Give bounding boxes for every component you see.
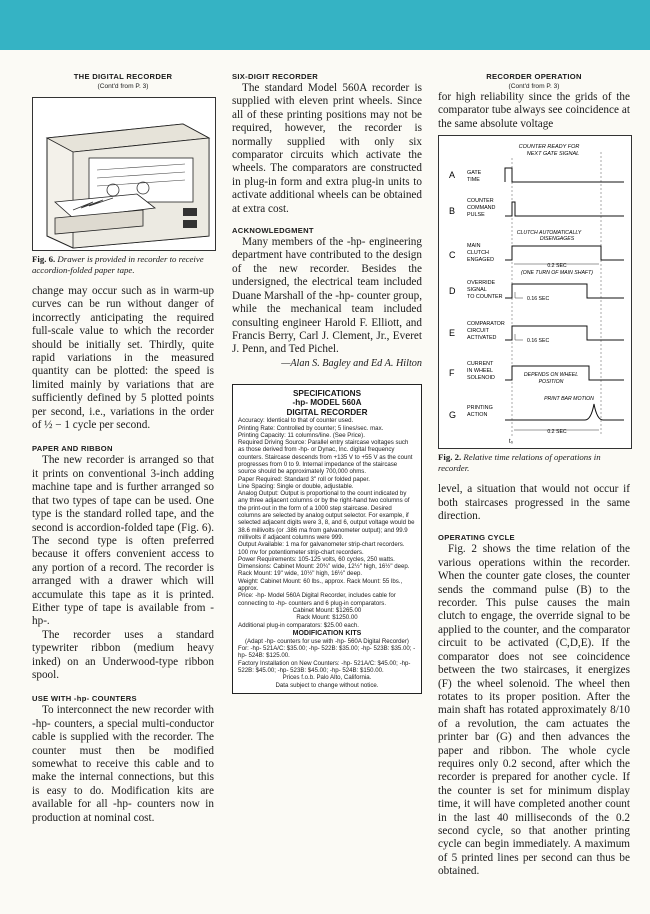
row-g-label-2: ACTION	[467, 412, 488, 419]
spec-line: Weight: Cabinet Mount: 60 lbs., approx. Rack Mount: 55 lbs., approx.	[238, 577, 403, 593]
row-c-label-1: MAIN	[467, 243, 481, 250]
figure-2-caption	[438, 452, 630, 473]
heading-acknowledgment: ACKNOWLEDGMENT	[232, 226, 314, 236]
paragraph-use: To interconnect the new recorder with -hp- counters, a special multi-conductor cable is supplied with the recorder. The counter must then be modified somewhat to receive this cable and to make the internal connections, but this is easy to do. Modification kits are available for all -hp- counters now in production at nominal cost.	[32, 704, 214, 824]
figure-2-timing-diagram	[438, 135, 632, 449]
row-f-label-2: IN WHEEL	[467, 368, 494, 375]
header-color-band	[0, 0, 650, 50]
clutch-note-1: CLUTCH AUTOMATICALLY	[516, 230, 582, 237]
spec-line: Output Available: 1 ma for galvanometer strip-chart recorders. 100 mv for potentiometer strip-chart recorders.	[238, 541, 405, 556]
modification-kits-subtitle: (Adapt -hp- counters for use with -hp- 560A Digital Recorder)	[245, 637, 409, 645]
paragraph-continued: for high reliability since the grids of the comparator tube always see coincidence at the same absolute voltage	[438, 91, 630, 130]
paragraph-paper-2: The recorder uses a standard typewriter ribbon (medium heavy inked) on an Underwood-type ribbon spool.	[32, 628, 214, 681]
figure-6-caption	[32, 254, 214, 275]
spec-line: Printing Rate: Controlled by counter; 5 lines/sec. max.	[238, 424, 384, 432]
spec-line: Line Spacing: Single or double, adjustable.	[238, 482, 354, 490]
row-b-label-2: COMMAND	[467, 205, 496, 212]
row-g-label-1: PRINTING	[467, 405, 493, 412]
paragraph-operating-cycle: Fig. 2 shows the time relation of the various operations within the recorder. When the counter gate closes, the counter sends the command pulse (B) to the recorder. This pulse causes the main clutch to engage, the override signal to be applied to the counter, and the comparator circuit to be activated (C,D,E). If the comparator does not see coincidence between the two staircases, it energizes (F) the wheel solenoid. The wheel then rotates to its proper position. After the main shaft has rotated approximately 8/10 of a revolution, the cam actuates the printer bar (G) and then advances the paper and ribbon. The whole cycle requires only 0.2 second, after which the recorder is prepared for another cycle. If the counter is set for minimum display time, it will have completed another count in the last 40 milliseconds of the 0.2 second cycle, so that another printing cycle can begin immediately. A maximum of 5 printed lines per second can thus be obtained.	[438, 543, 630, 878]
spec-line: Price: -hp- Model 560A Digital Recorder, includes cable for connecting to -hp- counters and 6 plug-in comparators.	[238, 592, 396, 607]
section-title-digital-recorder: THE DIGITAL RECORDER	[73, 72, 173, 81]
figure-6-label: Fig. 6.	[32, 254, 56, 264]
spec-line: Paper Required: Standard 3" roll or folded paper.	[238, 475, 370, 483]
figure-6-text: Drawer is provided in recorder to receive accordion-folded paper tape.	[32, 254, 204, 275]
paragraph-level: level, a situation that would not occur if both staircases progressed in the same direction.	[438, 483, 630, 523]
paragraph-six-digit: The standard Model 560A recorder is supplied with eleven print wheels. Since all of these printing positions may not be required, however, the recorder is normally supplied with only six comparator circuits which activate the wheels. The comparators are constructed in plug-in form and extra plug-in units to activate additional wheels can be obtained at extra cost.	[232, 82, 422, 215]
top-note-line1: COUNTER READY FOR	[518, 144, 580, 151]
heading-six-digit: SIX-DIGIT RECORDER	[232, 72, 318, 81]
row-d-label-1: OVERRIDE	[467, 280, 496, 287]
f-note-2: POSITION	[538, 379, 564, 386]
c-dim-text-1: 0.2 SEC	[547, 263, 567, 270]
figure-6-recorder-drawer	[32, 97, 216, 251]
column-right	[438, 72, 630, 879]
row-f-label-3: SOLENOID	[467, 375, 495, 382]
specifications-box	[232, 384, 422, 694]
spec-line: Rack Mount: $1250.00	[296, 614, 358, 622]
spec-footer-notice: Data subject to change without notice.	[275, 681, 379, 689]
row-letter-g: G	[449, 410, 457, 421]
row-d-label-2: SIGNAL	[467, 287, 487, 294]
heading-paper-ribbon: PAPER AND RIBBON	[32, 444, 113, 454]
row-letter-d: D	[449, 286, 456, 297]
c-dim-text-2: (ONE TURN OF MAIN SHAFT)	[521, 270, 593, 277]
spec-line: Cabinet Mount: $1265.00	[292, 606, 362, 614]
row-c-label-3: ENGAGED	[467, 257, 494, 264]
paragraph-acknowledgment: Many members of the -hp- engineering department have contributed to the design of the new recorder. Besides the undersigned, the electrical team included Duane Marshall of the -hp- counter group, while the mechanical team included consulting engineer Harold F. Elliott, and Francis Berry, Carl J. Clement, Jr., Everet J. Penn, and Ted Pichel.	[232, 236, 422, 356]
timing-diagram-svg	[439, 136, 631, 448]
spec-line: Additional plug-in comparators: $25.00 each.	[238, 621, 359, 629]
continued-note: (Cont'd from P. 3)	[508, 83, 560, 90]
figure-2-text: Relative time relations of operations in recorder.	[438, 452, 601, 473]
row-e-label-1: COMPARATOR	[467, 321, 505, 328]
trace-c-clutch	[505, 246, 624, 260]
row-f-label-1: CURRENT	[467, 361, 494, 368]
top-note-line2: NEXT GATE SIGNAL	[526, 151, 580, 158]
row-a-label-2: TIME	[467, 177, 480, 184]
spec-line: Power Requirements: 105-125 volts, 60 cycles, 250 watts.	[238, 555, 395, 563]
paragraph-continued: change may occur such as in warm-up curves can be run without danger of incorrectly anticipating the required full-scale value to which the recorder should be initially set. Thirdly, quite rapid variations in the measured quantity can be plotted: the speed is limited mainly by variations that are sufficiently defined by 5 plotted points per second, i.e., variations in the order of ½ − 1 cycle per second.	[32, 285, 214, 432]
spec-line: Dimensions: Cabinet Mount: 20¾" wide, 12½" high, 16½" deep. Rack Mount: 19" wide, 10½" high, 16½" deep.	[238, 563, 410, 578]
g-note: PRINT BAR MOTION	[544, 396, 594, 403]
row-a-label-1: GATE	[467, 170, 482, 177]
f-note-1: DEPENDS ON WHEEL	[523, 372, 579, 379]
row-letter-a: A	[449, 170, 456, 181]
heading-operating-cycle: OPERATING CYCLE	[438, 533, 515, 543]
spec-line: Accuracy: Identical to that of counter used.	[238, 417, 354, 425]
recorder-drawing	[33, 98, 215, 250]
g-dim-text: 0.2 SEC	[547, 429, 567, 436]
heading-use-with-counters: USE WITH -hp- COUNTERS	[32, 694, 137, 704]
row-letter-f: F	[449, 368, 455, 379]
row-c-label-2: CLUTCH	[467, 250, 489, 257]
spec-line: Required Driving Source: Parallel entry staircase voltages such as those derived from -hp- or Dynac, Inc. digital frequency counters. Staircase descends from +135 V to +55 V as the count progresses from 0 to 9. Internal impedance of the staircase source should be approximately 700,000 ohms.	[238, 439, 413, 476]
trace-e-comparator	[505, 326, 624, 340]
modification-kits-title: MODIFICATION KITS	[292, 629, 362, 637]
spec-line: Printing Capacity: 11 columns/line. (See Price).	[238, 431, 365, 439]
spec-product: DIGITAL RECORDER	[286, 407, 368, 417]
spec-footer-prices: Prices f.o.b. Palo Alto, California.	[282, 674, 372, 682]
section-title-recorder-operation: RECORDER OPERATION	[486, 72, 582, 81]
clutch-note-2: DISENGAGES	[539, 236, 575, 243]
row-letter-b: B	[449, 206, 456, 217]
spec-title: SPECIFICATIONS	[292, 388, 362, 398]
mod-line: Factory Installation on New Counters: -hp- 521A/C: $45.00; -hp- 522B: $45.00; -hp- 523B: $45.00; -hp- 524B: $150.00.	[238, 659, 411, 675]
spec-model: -hp- MODEL 560A	[292, 398, 362, 408]
row-b-label-3: PULSE	[467, 212, 485, 219]
continued-note: (Cont'd from P. 3)	[97, 83, 149, 90]
row-letter-e: E	[449, 328, 456, 339]
author-signature: —Alan S. Bagley and Ed A. Hilton	[281, 357, 422, 369]
row-e-label-2: CIRCUIT	[467, 328, 489, 335]
spec-line: Analog Output: Output is proportional to the count indicated by any three adjacent columns or by the right-hand two columns of the print-out in the form of a 1000 step staircase. Desired columns are selected by analog output selector. For example, if selected adjacent digits were 3, 8, and 6, output voltage would be 38.6 millivolts (or .386 ma from galvanometer output); and 99.9 millivolts if adjacent columns were 999.	[238, 490, 415, 541]
mod-line: For: -hp- 521A/C: $35.00; -hp- 522B: $35.00; -hp- 523B: $35.00; -hp- 524B: $125.00.	[238, 645, 416, 660]
row-e-label-3: ACTIVATED	[467, 335, 497, 342]
column-middle	[232, 72, 422, 694]
row-letter-c: C	[449, 250, 456, 261]
figure-2-label: Fig. 2.	[438, 452, 462, 463]
row-d-label-3: TO COUNTER	[467, 294, 503, 301]
d-dim-text: 0.16 SEC	[527, 296, 550, 303]
e-dim-text: 0.16 SEC	[527, 338, 550, 345]
column-left	[32, 72, 214, 825]
trace-a-gate	[505, 168, 624, 182]
t0-label: t₀	[509, 439, 514, 446]
trace-g-print	[505, 404, 624, 420]
row-b-label-1: COUNTER	[467, 198, 494, 205]
paragraph-paper-1: The new recorder is arranged so that it prints on conventional 3-inch adding machine tape and is further arranged so that two types of tape can be used. One type is the standard rolled tape, and the second is accordion-folded tape (Fig. 6). The second type is often preferred because it offers convenient access to any portion of a record. The recorder is arranged with a drawer which will accumulate this tape as it is printed. Either type of tape is available from -hp-.	[32, 454, 214, 628]
trace-b-pulse	[505, 202, 624, 216]
trace-d-override	[505, 284, 624, 298]
